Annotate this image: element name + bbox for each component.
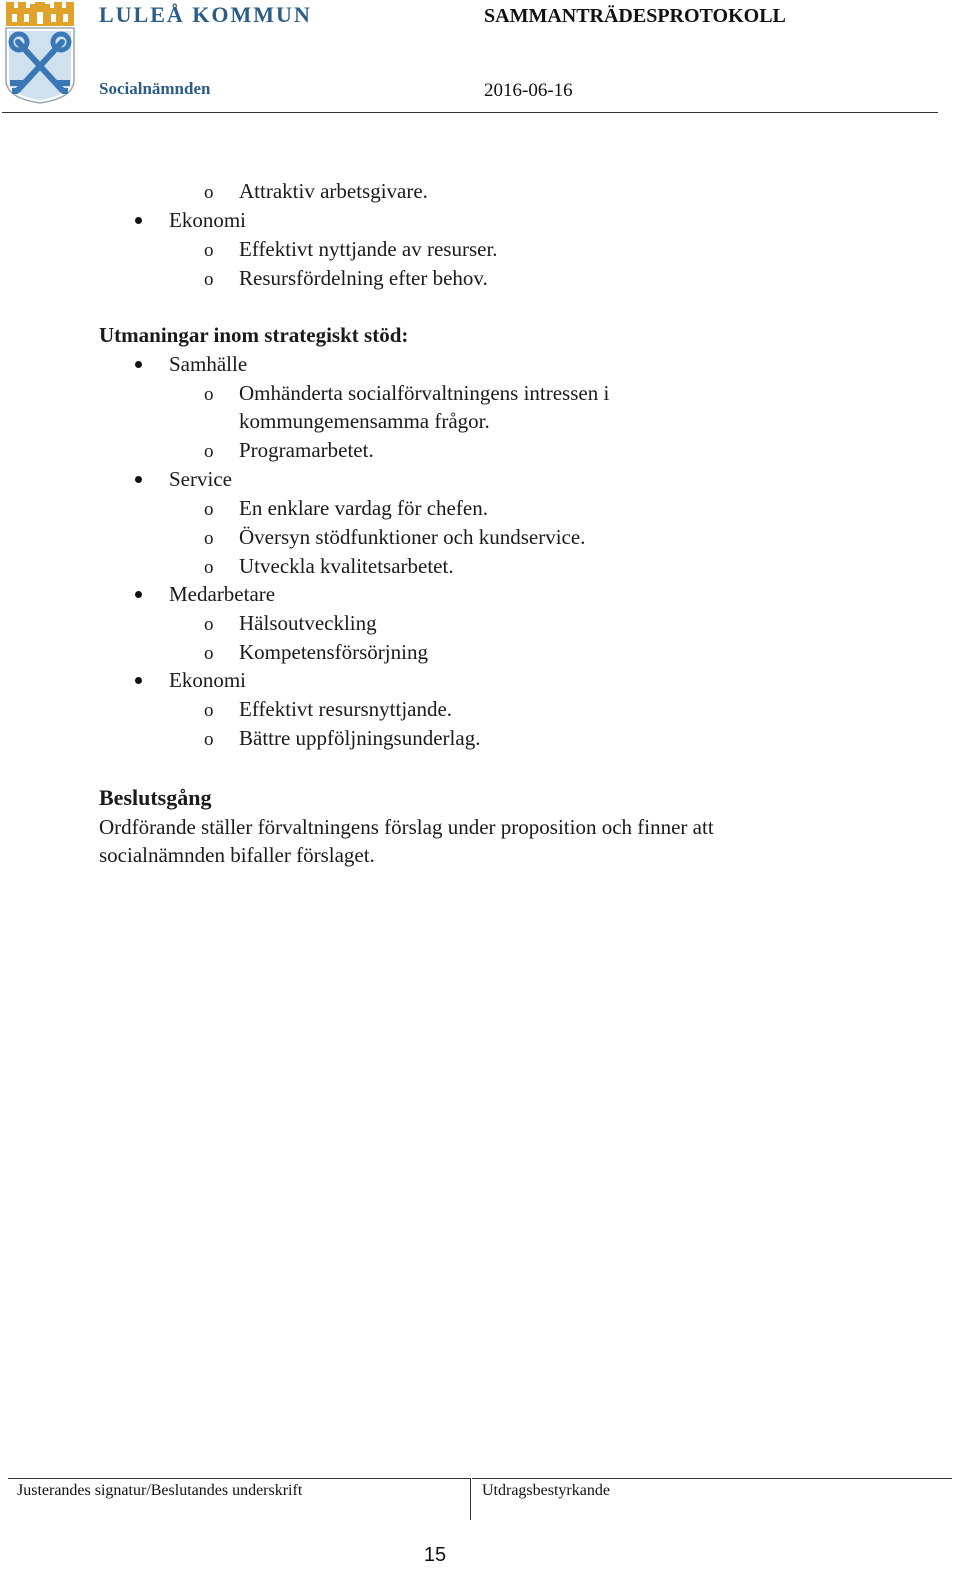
list-item: Attraktiv arbetsgivare. [239, 179, 428, 203]
list-item: Utveckla kvalitetsarbetet. [239, 554, 454, 578]
list-item: Ekonomi [169, 668, 246, 692]
sub-bullet-marker: o [204, 441, 214, 462]
footer-column-divider [470, 1478, 471, 1520]
certification-label: Utdragsbestyrkande [482, 1482, 610, 1499]
footer-divider-left [8, 1478, 470, 1479]
list-item: Kompetensförsörjning [239, 640, 428, 664]
list-item: Resursfördelning efter behov. [239, 266, 488, 290]
bullet-icon [135, 217, 142, 224]
list-item-continuation: kommungemensamma frågor. [239, 409, 490, 433]
sub-bullet-marker: o [204, 643, 214, 664]
decision-heading: Beslutsgång [99, 785, 212, 810]
sub-bullet-marker: o [204, 729, 214, 750]
list-item: Medarbetare [169, 582, 276, 606]
list-item: Programarbetet. [239, 438, 374, 462]
bullet-icon [135, 677, 142, 684]
list-item: Service [169, 467, 232, 491]
sub-bullet-marker: o [204, 528, 214, 549]
bullet-icon [135, 591, 142, 598]
list-item: Effektivt resursnyttjande. [239, 697, 453, 721]
sub-bullet-marker: o [204, 240, 214, 261]
sub-bullet-marker: o [204, 384, 214, 405]
list-item: Effektivt nyttjande av resurser. [239, 237, 498, 261]
organization-name: LULEÅ KOMMUN [99, 2, 312, 27]
header-divider [2, 112, 938, 113]
sub-bullet-marker: o [204, 700, 214, 721]
page-number: 15 [423, 1544, 447, 1566]
bullet-icon [135, 476, 142, 483]
list-item: Översyn stödfunktioner och kundservice. [239, 525, 586, 549]
list-item: Samhälle [169, 352, 248, 376]
list-item: Hälsoutveckling [239, 611, 377, 635]
decision-text-line: Ordförande ställer förvaltningens förslag under proposition och finner att [99, 815, 714, 839]
signature-label: Justerandes signatur/Beslutandes underskrift [17, 1482, 303, 1499]
decision-text-line: socialnämnden bifaller förslaget. [99, 843, 375, 867]
list-item: Omhänderta socialförvaltningens intressen i [239, 381, 610, 405]
bullet-icon [135, 361, 142, 368]
sub-bullet-marker: o [204, 557, 214, 578]
sub-bullet-marker: o [204, 499, 214, 520]
sub-bullet-marker: o [204, 614, 214, 635]
document-type: SAMMANTRÄDESPROTOKOLL [484, 5, 786, 27]
footer-divider-right [472, 1478, 952, 1479]
list-item: En enklare vardag för chefen. [239, 496, 488, 520]
sub-bullet-marker: o [204, 269, 214, 290]
meeting-date: 2016-06-16 [484, 80, 573, 101]
department-name: Socialnämnden [99, 79, 211, 98]
lulea-coat-of-arms-icon [4, 2, 76, 104]
list-item: Bättre uppföljningsunderlag. [239, 726, 481, 750]
sub-bullet-marker: o [204, 182, 214, 203]
list-item: Ekonomi [169, 208, 246, 232]
section-heading: Utmaningar inom strategiskt stöd: [99, 323, 409, 347]
